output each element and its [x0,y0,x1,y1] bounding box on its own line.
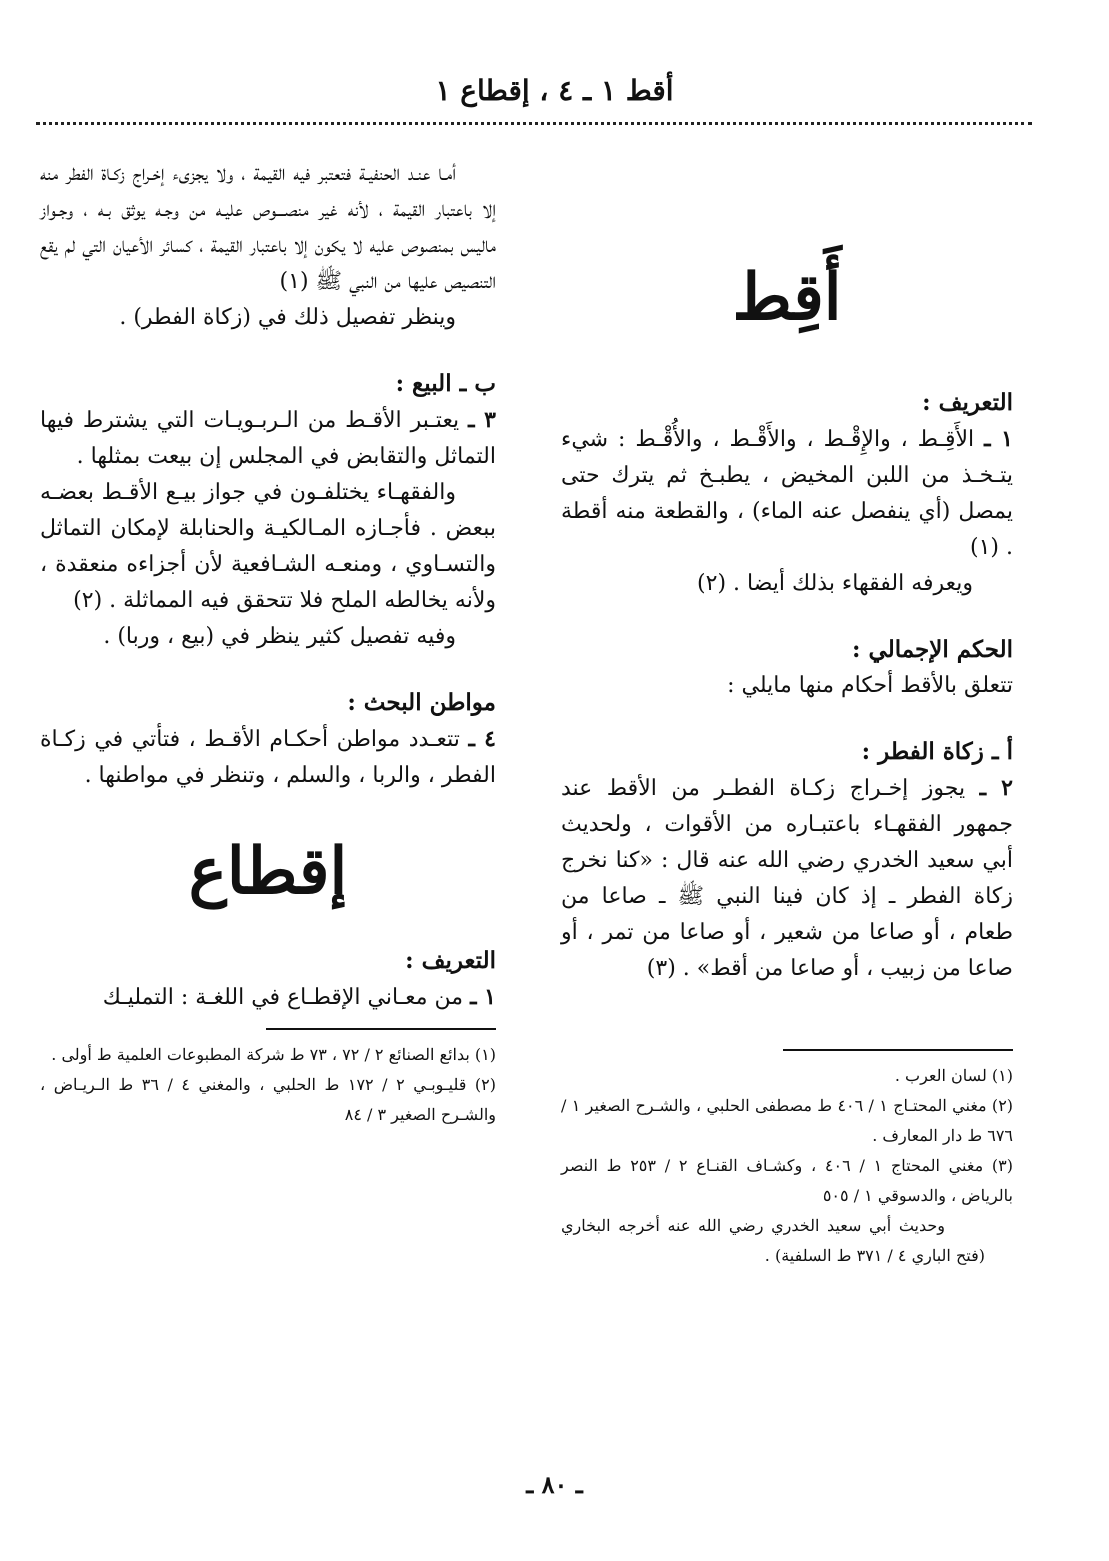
paragraph-3b: والفقهـاء يختلفـون في جواز بيـع الأقـط بعضـه ببعض . فأجـازه المـالكيـة والحنابلة لإمكان التماثل والتسـاوي ، ومنعـه الشـافعية لأن أجزاءه منعقدة ، ولأنه يخالطه الملح فلا تتحقق فيه المماثلة . (٢) [40,480,496,613]
page-number: ـ ٨٠ ـ [526,1470,583,1499]
sale-heading: ب ـ البيع : [395,370,496,397]
running-header: أقط ١ ـ ٤ ، إقطاع ١ [435,74,674,107]
paragraph-2-number: ٢ ـ [979,774,1013,801]
paragraph-3-text: يعتـبر الأقـط من الـربـويـات التي يشترط فيها التماثل والتقابض في المجلس إن بيعت بمثلها . [40,408,496,469]
paragraph-4 [40,721,496,794]
right-column [561,150,1013,1271]
ruling-intro: تتعلق بالأقط أحكام منها مايلي : [727,672,1013,698]
paragraph-hanafi-b: وينظر تفصيل ذلك في (زكاة الفطر) . [119,305,456,330]
paragraph-2 [561,770,1013,987]
zakat-heading: أ ـ زكاة الفطر : [861,737,1013,765]
entry-title-iqta: إقطاع [188,834,348,909]
paragraph-1-text: الأَقِـط ، والإِقْـط ، والأَقْـط ، والأُقْـط : شيء يتـخـذ من اللبن المخيض ، يطبـخ ثم يترك حتى يمصل (أي ينفصل عنه الماء) ، والقطعة منه أقطة . (١) [561,426,1013,560]
footnote-rule-right [783,1049,1013,1051]
paragraph-3c: وفيه تفصيل كثير ينظر في (بيع ، وربا) . [103,624,456,649]
definition-heading-2: التعريف : [405,946,496,974]
paragraph-3-number: ٣ ـ [468,407,496,433]
paragraph-4-text: تتعـدد مواطن أحكـام الأقـط ، فتأتي في زكـاة الفطر ، والربا ، والسلم ، وتنظر في مواطنها . [40,727,496,788]
footnote-right-2: (٢) مغني المحتـاج ١ / ٤٠٦ ط مصطفى الحلبي ، والشـرح الصغير ١ / ٦٧٦ ط دار المعارف . [561,1095,1014,1145]
paragraph-2-text: يجوز إخـراج زكـاة الفطـر من الأقط عند جمهور الفقهـاء باعتبـاره من الأقوات ، ولحديث أبي سعيد الخدري رضي الله عنه قال : «كنا نخرج زكاة الفطر ـ إذ كان فينا النبي ﷺ ـ صاعا من طعام ، أو صاعا من شعير ، أو صاعا من تمر ، أو صاعا من زبيب ، أو صاعا من أقط» . (٣) [561,775,1013,981]
left-column [40,156,496,1130]
header-dotted-rule [36,122,1032,125]
footnote-right-3b: وحديث أبي سعيد الخدري رضي الله عنه أخرجه البخاري (فتح الباري ٤ / ٣٧١ ط السلفية) . [561,1215,985,1265]
footnote-left-1: (١) بدائع الصنائع ٢ / ٧٢ ، ٧٣ ط شركة المطبوعات العلمية ط أولى . [51,1044,496,1064]
paragraph-1-number: ١ ـ [984,425,1013,452]
paragraph-3 [40,402,496,475]
definition-heading: التعريف : [922,388,1013,416]
entry-title-aqit: أَقِط [732,260,842,335]
paragraph-hanafi: أمـا عنـد الحنفيـة فتعتبر فيه القيمة ، ولا يجزىء إخـراج زكـاة الفطر منه إلا باعتبار القيمة ، لأنه غير منصـــوص عليـه من وجـه يوثق بـه ، وجـواز ماليس بمنصوص عليه لا يكون إلا باعتبار القيمة ، كسائر الأعيان التي لم يقع التنصيص عليها من النبي ﷺ (١) [40,161,496,294]
paragraph-5 [40,979,496,1016]
paragraph-1 [561,421,1013,566]
ruling-heading: الحكم الإجمالي : [852,635,1013,663]
footnote-right-1: (١) لسان العرب . [894,1065,1013,1085]
paragraph-4-number: ٤ ـ [468,726,496,752]
footnote-right-3: (٣) مغني المحتاج ١ / ٤٠٦ ، وكشـاف القنـاع ٢ / ٢٥٣ ط النصر بالرياض ، والدسوقي ١ / ٥٠٥ [561,1155,1013,1205]
paragraph-1b: ويعرفه الفقهاء بذلك أيضا . (٢) [697,570,973,596]
footnote-left-2: (٢) قليـوبـي ٢ / ١٧٢ ط الحلبي ، والمغني ٤ / ٣٦ ط الـريـاض ، والشـرح الصغير ٣ / ٨٤ [40,1074,497,1124]
paragraph-5-number: ١ ـ [470,983,496,1010]
footnote-rule-left [266,1028,496,1030]
paragraph-5-text: من معـاني الإقطـاع في اللغـة : التمليـك [102,984,464,1010]
places-heading: مواطن البحث : [347,689,496,716]
